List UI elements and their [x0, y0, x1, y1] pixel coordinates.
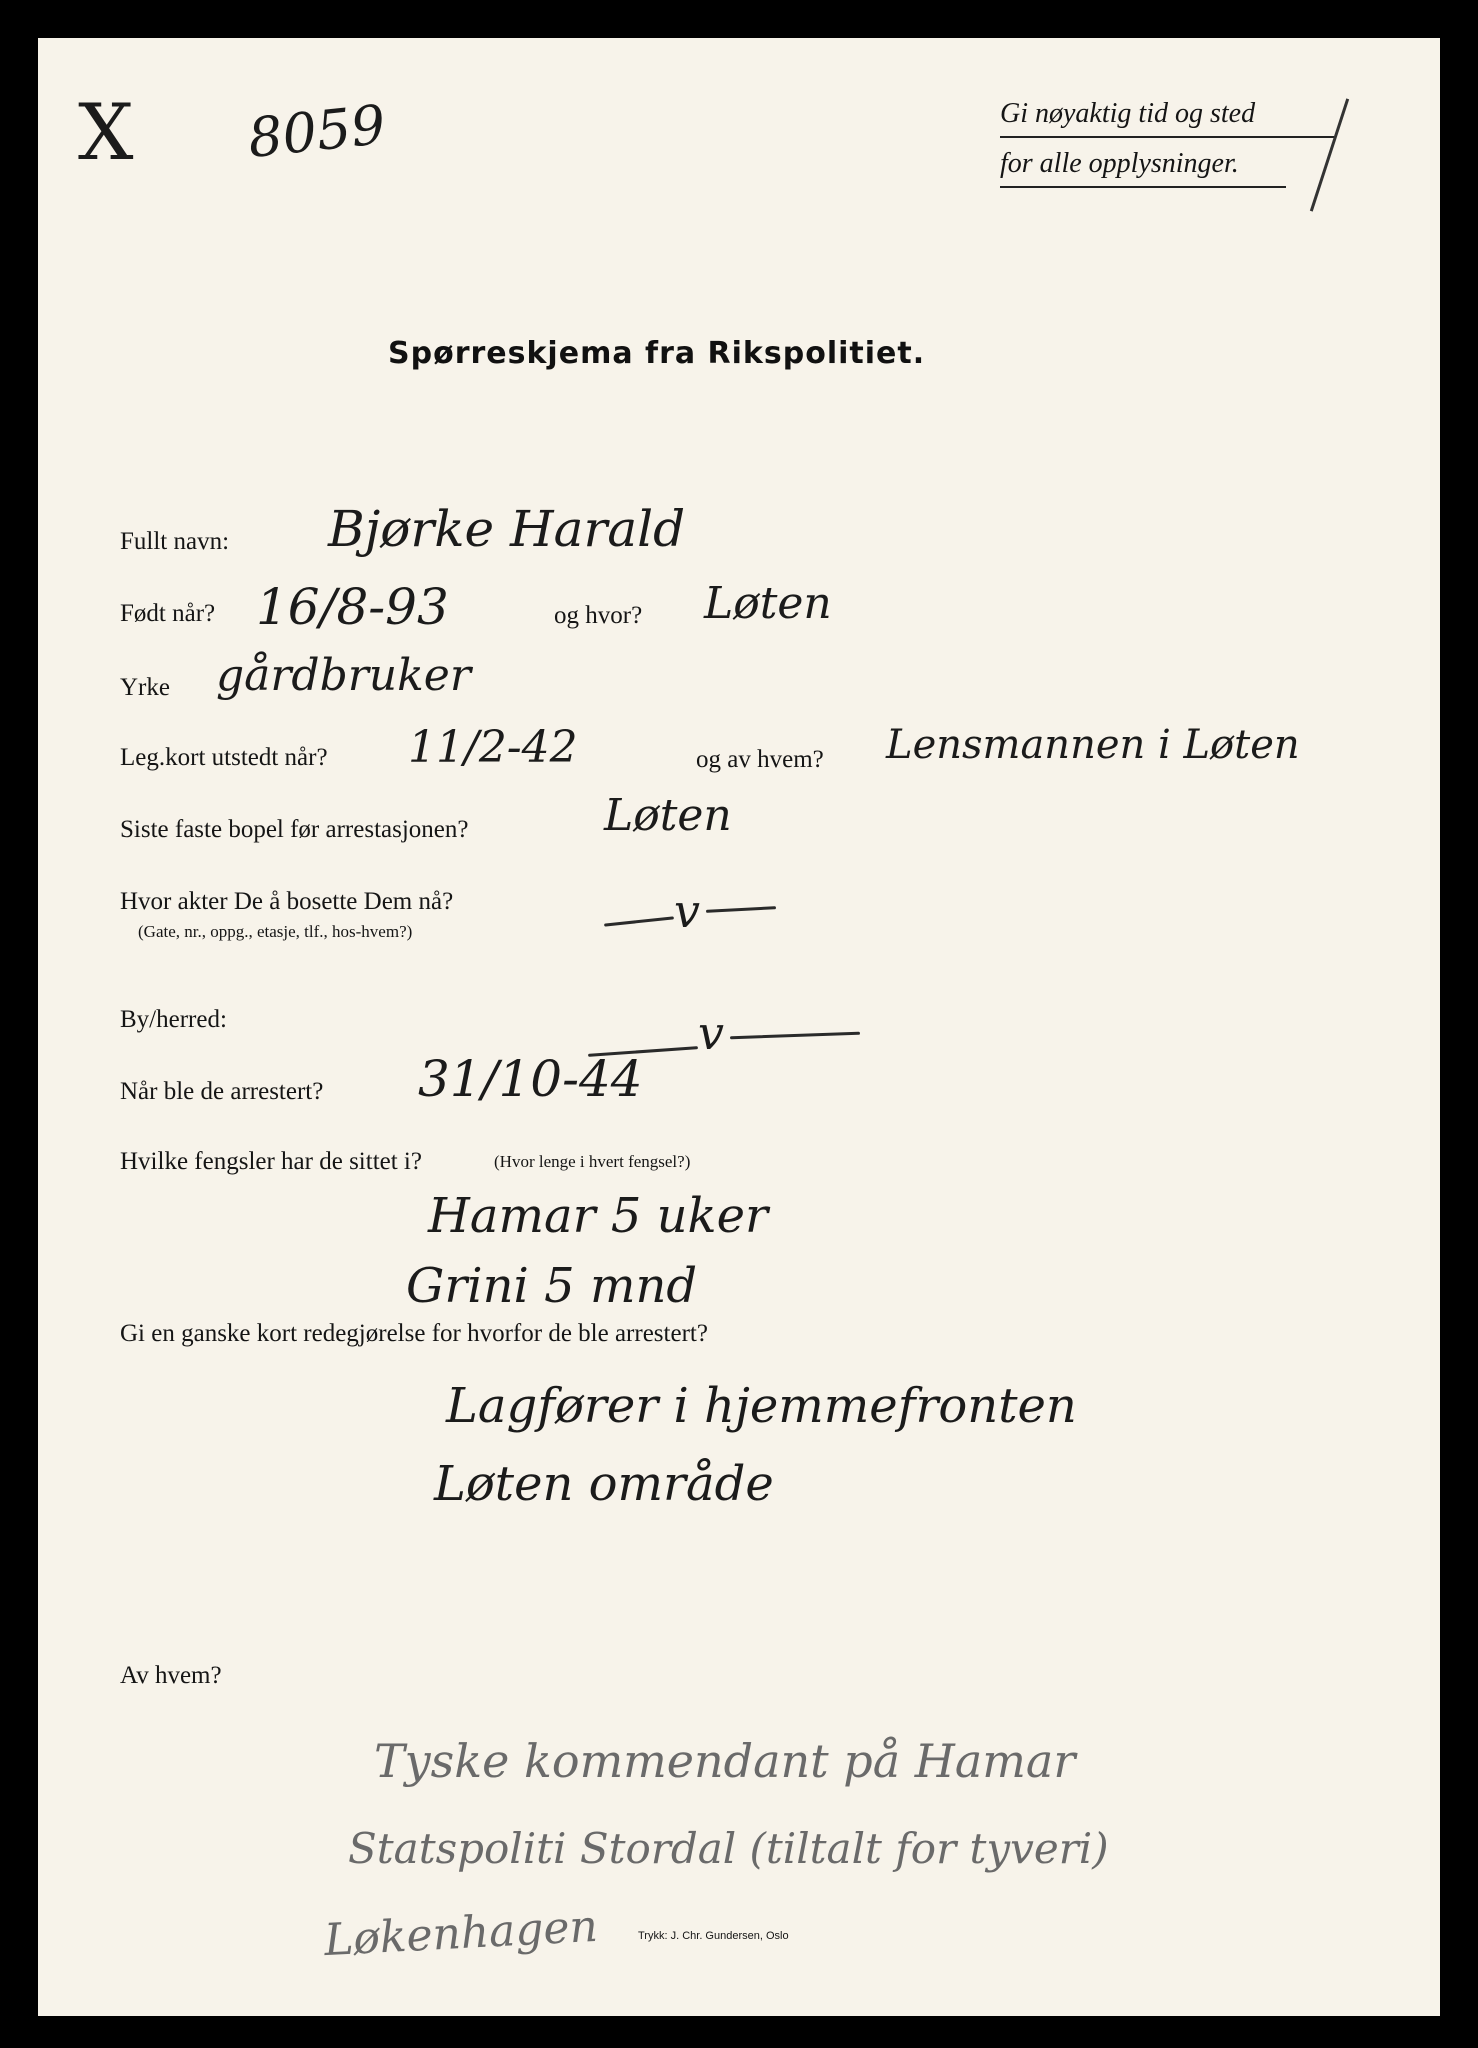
city-label: By/herred: [120, 1006, 227, 1033]
arrested-label: Når ble de arrestert? [120, 1078, 324, 1105]
idcard-value: 11/2-42 [408, 722, 578, 773]
prisons-label: Hvilke fengsler har de sittet i? [120, 1148, 422, 1175]
reason-line-1: Lagfører i hjemmefronten [446, 1378, 1077, 1434]
born-when-label: Født når? [120, 600, 216, 627]
future-address-dash-1 [604, 916, 674, 926]
by-whom-label: Av hvem? [120, 1662, 222, 1689]
notice-stroke [1310, 98, 1349, 211]
born-when-value: 16/8-93 [256, 578, 449, 636]
form-title: Spørreskjema fra Rikspolitiet. [388, 336, 926, 371]
future-address-sub: (Gate, nr., oppg., etasje, tlf., hos-hvem?) [138, 922, 413, 941]
by-whom-line-3: Løkenhagen [322, 1900, 600, 1967]
by-whom-line-1: Tyske kommendant på Hamar [374, 1734, 1076, 1788]
idcard-by-label: og av hvem? [696, 746, 824, 773]
future-address-dash-2 [706, 906, 776, 913]
idcard-by-value: Lensmannen i Løten [886, 722, 1300, 768]
occupation-value: gårdbruker [216, 650, 471, 701]
full-name-value: Bjørke Harald [328, 500, 686, 558]
city-dash-2 [730, 1032, 860, 1040]
notice-line-1: Gi nøyaktig tid og sted [1000, 98, 1256, 129]
corner-mark: X [78, 88, 134, 178]
last-address-label: Siste faste bopel før arrestasjonen? [120, 816, 469, 843]
file-number: 8059 [245, 92, 389, 171]
born-where-label: og hvor? [554, 602, 643, 629]
reason-label: Gi en ganske kort redegjørelse for hvorfor de ble arrestert? [120, 1320, 708, 1347]
last-address-value: Løten [604, 790, 732, 841]
notice-underline-1 [1000, 136, 1334, 138]
future-address-value: v [674, 884, 700, 938]
by-whom-line-2: Statspoliti Stordal (tiltalt for tyveri) [348, 1824, 1109, 1873]
reason-line-2: Løten område [434, 1456, 774, 1512]
idcard-label: Leg.kort utstedt når? [120, 744, 328, 771]
born-where-value: Løten [704, 578, 832, 629]
prisons-line-2: Grini 5 mnd [406, 1258, 698, 1314]
prisons-sub: (Hvor lenge i hvert fengsel?) [494, 1152, 691, 1171]
city-value: v [698, 1006, 724, 1060]
full-name-label: Fullt navn: [120, 528, 230, 555]
occupation-label: Yrke [120, 674, 170, 701]
future-address-label: Hvor akter De å bosette Dem nå? [120, 888, 454, 915]
notice-underline-2 [1000, 186, 1286, 188]
prisons-line-1: Hamar 5 uker [428, 1188, 768, 1244]
form-paper [38, 38, 1440, 2016]
arrested-value: 31/10-44 [418, 1050, 643, 1108]
notice-line-2: for alle opplysninger. [1000, 148, 1239, 179]
printer-imprint: Trykk: J. Chr. Gundersen, Oslo [638, 1930, 789, 1942]
